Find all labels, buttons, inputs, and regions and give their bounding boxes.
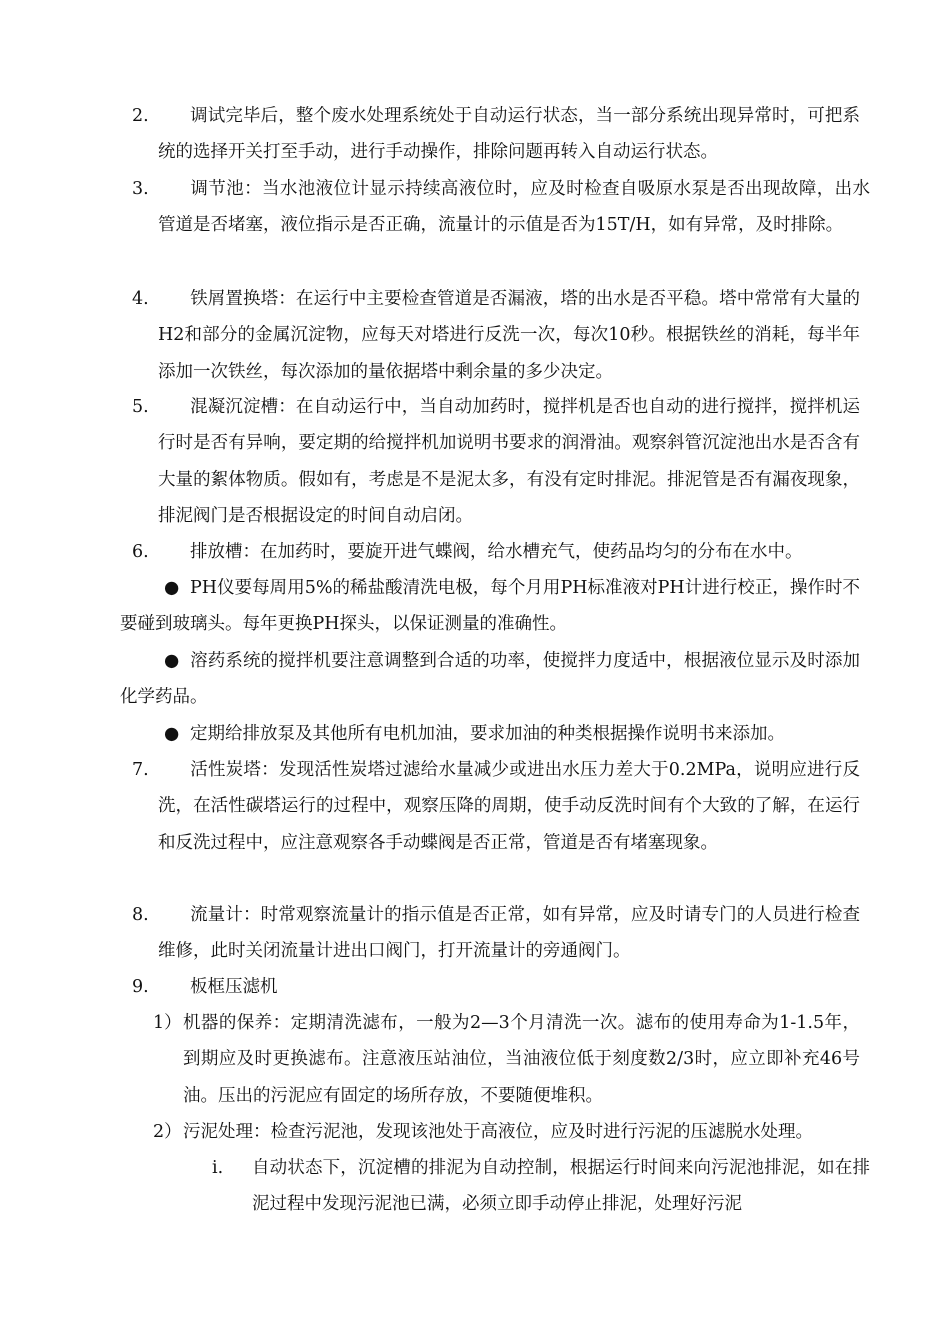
bullet-item-dosing <box>120 643 860 716</box>
list-item-3 <box>132 171 870 244</box>
list-item-7 <box>132 752 860 861</box>
bullet-icon: ● <box>164 651 180 671</box>
item-text: 机器的保养：定期清洗滤布，一般为2—3个月清洗一次。滤布的使用寿命为1-1.5年，到期应及时更换滤布。注意液压站油位，当油液位低于刻度数2/3时，应立即补充46号油。压出的污泥应有固定的场所存放，不要随便堆积。 <box>183 1013 860 1106</box>
item-text: 混凝沉淀槽：在自动运行中，当自动加药时，搅拌机是否也自动的进行搅拌，搅拌机运行时是否有异响，要定期的给搅拌机加说明书要求的润滑油。观察斜管沉淀池出水是否含有大量的絮体物质。假如有，考虑是不是泥太多，有没有定时排泥。排泥管是否有漏夜现象，排泥阀门是否根据设定的时间自动启闭。 <box>158 397 860 526</box>
list-item-2 <box>132 98 860 171</box>
item-number: 2） <box>153 1122 182 1142</box>
bullet-item-motor <box>120 716 880 752</box>
item-text: 铁屑置换塔：在运行中主要检查管道是否漏液，塔的出水是否平稳。塔中常常有大量的H2和部分的金属沉淀物，应每天对塔进行反洗一次，每次10秒。根据铁丝的消耗，每半年添加一次铁丝，每次添加的量依据塔中剩余量的多少决定。 <box>158 289 860 382</box>
item-text: 污泥处理：检查污泥池，发现该池处于高液位，应及时进行污泥的压滤脱水处理。 <box>183 1122 813 1142</box>
item-text: 溶药系统的搅拌机要注意调整到合适的功率，使搅拌力度适中，根据液位显示及时添加化学药品。 <box>120 651 860 708</box>
bullet-item-ph <box>120 570 860 643</box>
list-item-4 <box>132 281 860 390</box>
item-text: 板框压滤机 <box>190 977 278 997</box>
item-text: 活性炭塔：发现活性炭塔过滤给水量减少或进出水压力差大于0.2MPa，说明应进行反洗，在活性碳塔运行的过程中，观察压降的周期，使手动反洗时间有个大致的了解，在运行和反洗过程中，应注意观察各手动蝶阀是否正常，管道是否有堵塞现象。 <box>158 760 860 853</box>
item-number: 8. <box>132 905 149 925</box>
list-item-9 <box>132 969 860 1005</box>
item-number: 5. <box>132 397 149 417</box>
list-item-6 <box>132 534 878 570</box>
item-text: 调节池：当水池液位计显示持续高液位时，应及时检查自吸原水泵是否出现故障，出水管道是否堵塞，液位指示是否正确，流量计的示值是否为15T/H，如有异常，及时排除。 <box>158 179 870 236</box>
item-text: 定期给排放泵及其他所有电机加油，要求加油的种类根据操作说明书来添加。 <box>190 724 785 744</box>
list-item-5 <box>132 389 860 534</box>
list-item-8 <box>132 897 860 970</box>
item-text: 调试完毕后，整个废水处理系统处于自动运行状态，当一部分系统出现异常时，可把系统的选择开关打至手动，进行手动操作，排除问题再转入自动运行状态。 <box>158 106 860 163</box>
item-number: i. <box>212 1158 224 1178</box>
item-text: PH仪要每周用5%的稀盐酸清洗电极，每个月用PH标准液对PH计进行校正，操作时不要碰到玻璃头。每年更换PH探头，以保证测量的准确性。 <box>120 578 860 635</box>
item-number: 6. <box>132 542 149 562</box>
bullet-icon: ● <box>164 578 180 598</box>
sub-item-1 <box>153 1005 860 1114</box>
item-text: 自动状态下，沉淀槽的排泥为自动控制，根据运行时间来向污泥池排泥，如在排泥过程中发现污泥池已满，必须立即手动停止排泥，处理好污泥 <box>252 1158 870 1215</box>
item-text: 流量计：时常观察流量计的指示值是否正常，如有异常，应及时请专门的人员进行检查维修，此时关闭流量计进出口阀门，打开流量计的旁通阀门。 <box>158 905 860 962</box>
sub-item-2 <box>153 1114 883 1150</box>
item-text: 排放槽：在加药时，要旋开进气蝶阀，给水槽充气，使药品均匀的分布在水中。 <box>190 542 803 562</box>
bullet-icon: ● <box>164 724 180 744</box>
item-number: 9. <box>132 977 149 997</box>
item-number: 3. <box>132 179 149 199</box>
item-number: 7. <box>132 760 149 780</box>
sub-sub-item-i <box>212 1150 870 1223</box>
item-number: 2. <box>132 106 149 126</box>
item-number: 4. <box>132 289 149 309</box>
item-number: 1） <box>153 1013 182 1033</box>
